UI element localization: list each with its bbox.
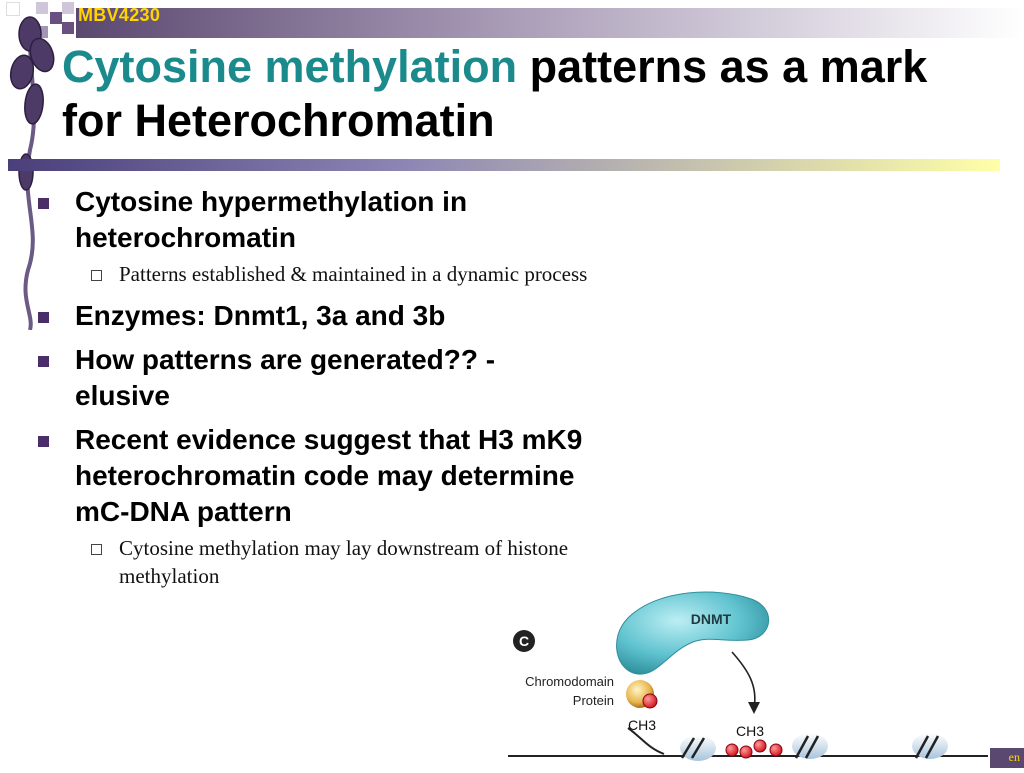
methyl-cytosine-dot	[740, 746, 752, 758]
methyl-group-dot	[643, 694, 657, 708]
sub-bullet-text: Cytosine methylation may lay downstream of histone methylation	[119, 536, 569, 588]
methyl-cytosine-dot	[754, 740, 766, 752]
title-rest: patterns as a mark for Heterochromatin	[62, 41, 928, 146]
sub-bullet-item	[36, 260, 596, 288]
bullet-text: Enzymes: Dnmt1, 3a and 3b	[75, 300, 446, 331]
arrow-head-icon	[748, 702, 760, 714]
bullet-square-icon	[38, 198, 49, 209]
bullet-square-icon	[38, 312, 49, 323]
title-highlight: Cytosine methylation	[62, 41, 518, 92]
protein-label-line1: Chromodomain	[525, 674, 614, 689]
arrow-line	[732, 652, 755, 708]
dnmt-enzyme-shape	[617, 592, 769, 674]
bullet-item	[36, 422, 596, 530]
bullet-text: Recent evidence suggest that H3 mK9 heterochromatin code may determine mC-DNA pattern	[75, 424, 583, 527]
slide-title	[62, 40, 962, 148]
bullet-list	[36, 184, 596, 600]
methyl-label-2: CH3	[736, 723, 765, 739]
bullet-square-icon	[38, 356, 49, 367]
methyl-label-1: CH3	[628, 717, 657, 733]
header-bar	[76, 8, 1024, 38]
sub-bullet-box-icon	[91, 544, 102, 555]
methyl-cytosine-dot	[770, 744, 782, 756]
bullet-item	[36, 342, 596, 414]
methyl-cytosine-dot	[726, 744, 738, 756]
bullet-square-icon	[38, 436, 49, 447]
footer-bar	[990, 748, 1024, 768]
bullet-text: How patterns are generated?? - elusive	[75, 344, 496, 411]
sub-bullet-text: Patterns established & maintained in a dynamic process	[119, 262, 588, 286]
enzyme-label: DNMT	[690, 611, 732, 627]
dnmt-figure	[508, 578, 1000, 768]
bullet-item	[36, 298, 596, 334]
course-code: MBV4230	[78, 5, 161, 25]
footer-text: en	[1008, 750, 1020, 764]
protein-label-line2: Protein	[572, 693, 614, 708]
bullet-text: Cytosine hypermethylation in heterochromatin	[75, 186, 468, 253]
bullet-item	[36, 184, 596, 256]
dnmt-diagram	[508, 578, 1000, 768]
sub-bullet-box-icon	[91, 270, 102, 281]
panel-label: C	[518, 633, 530, 649]
title-underline	[8, 159, 1000, 171]
